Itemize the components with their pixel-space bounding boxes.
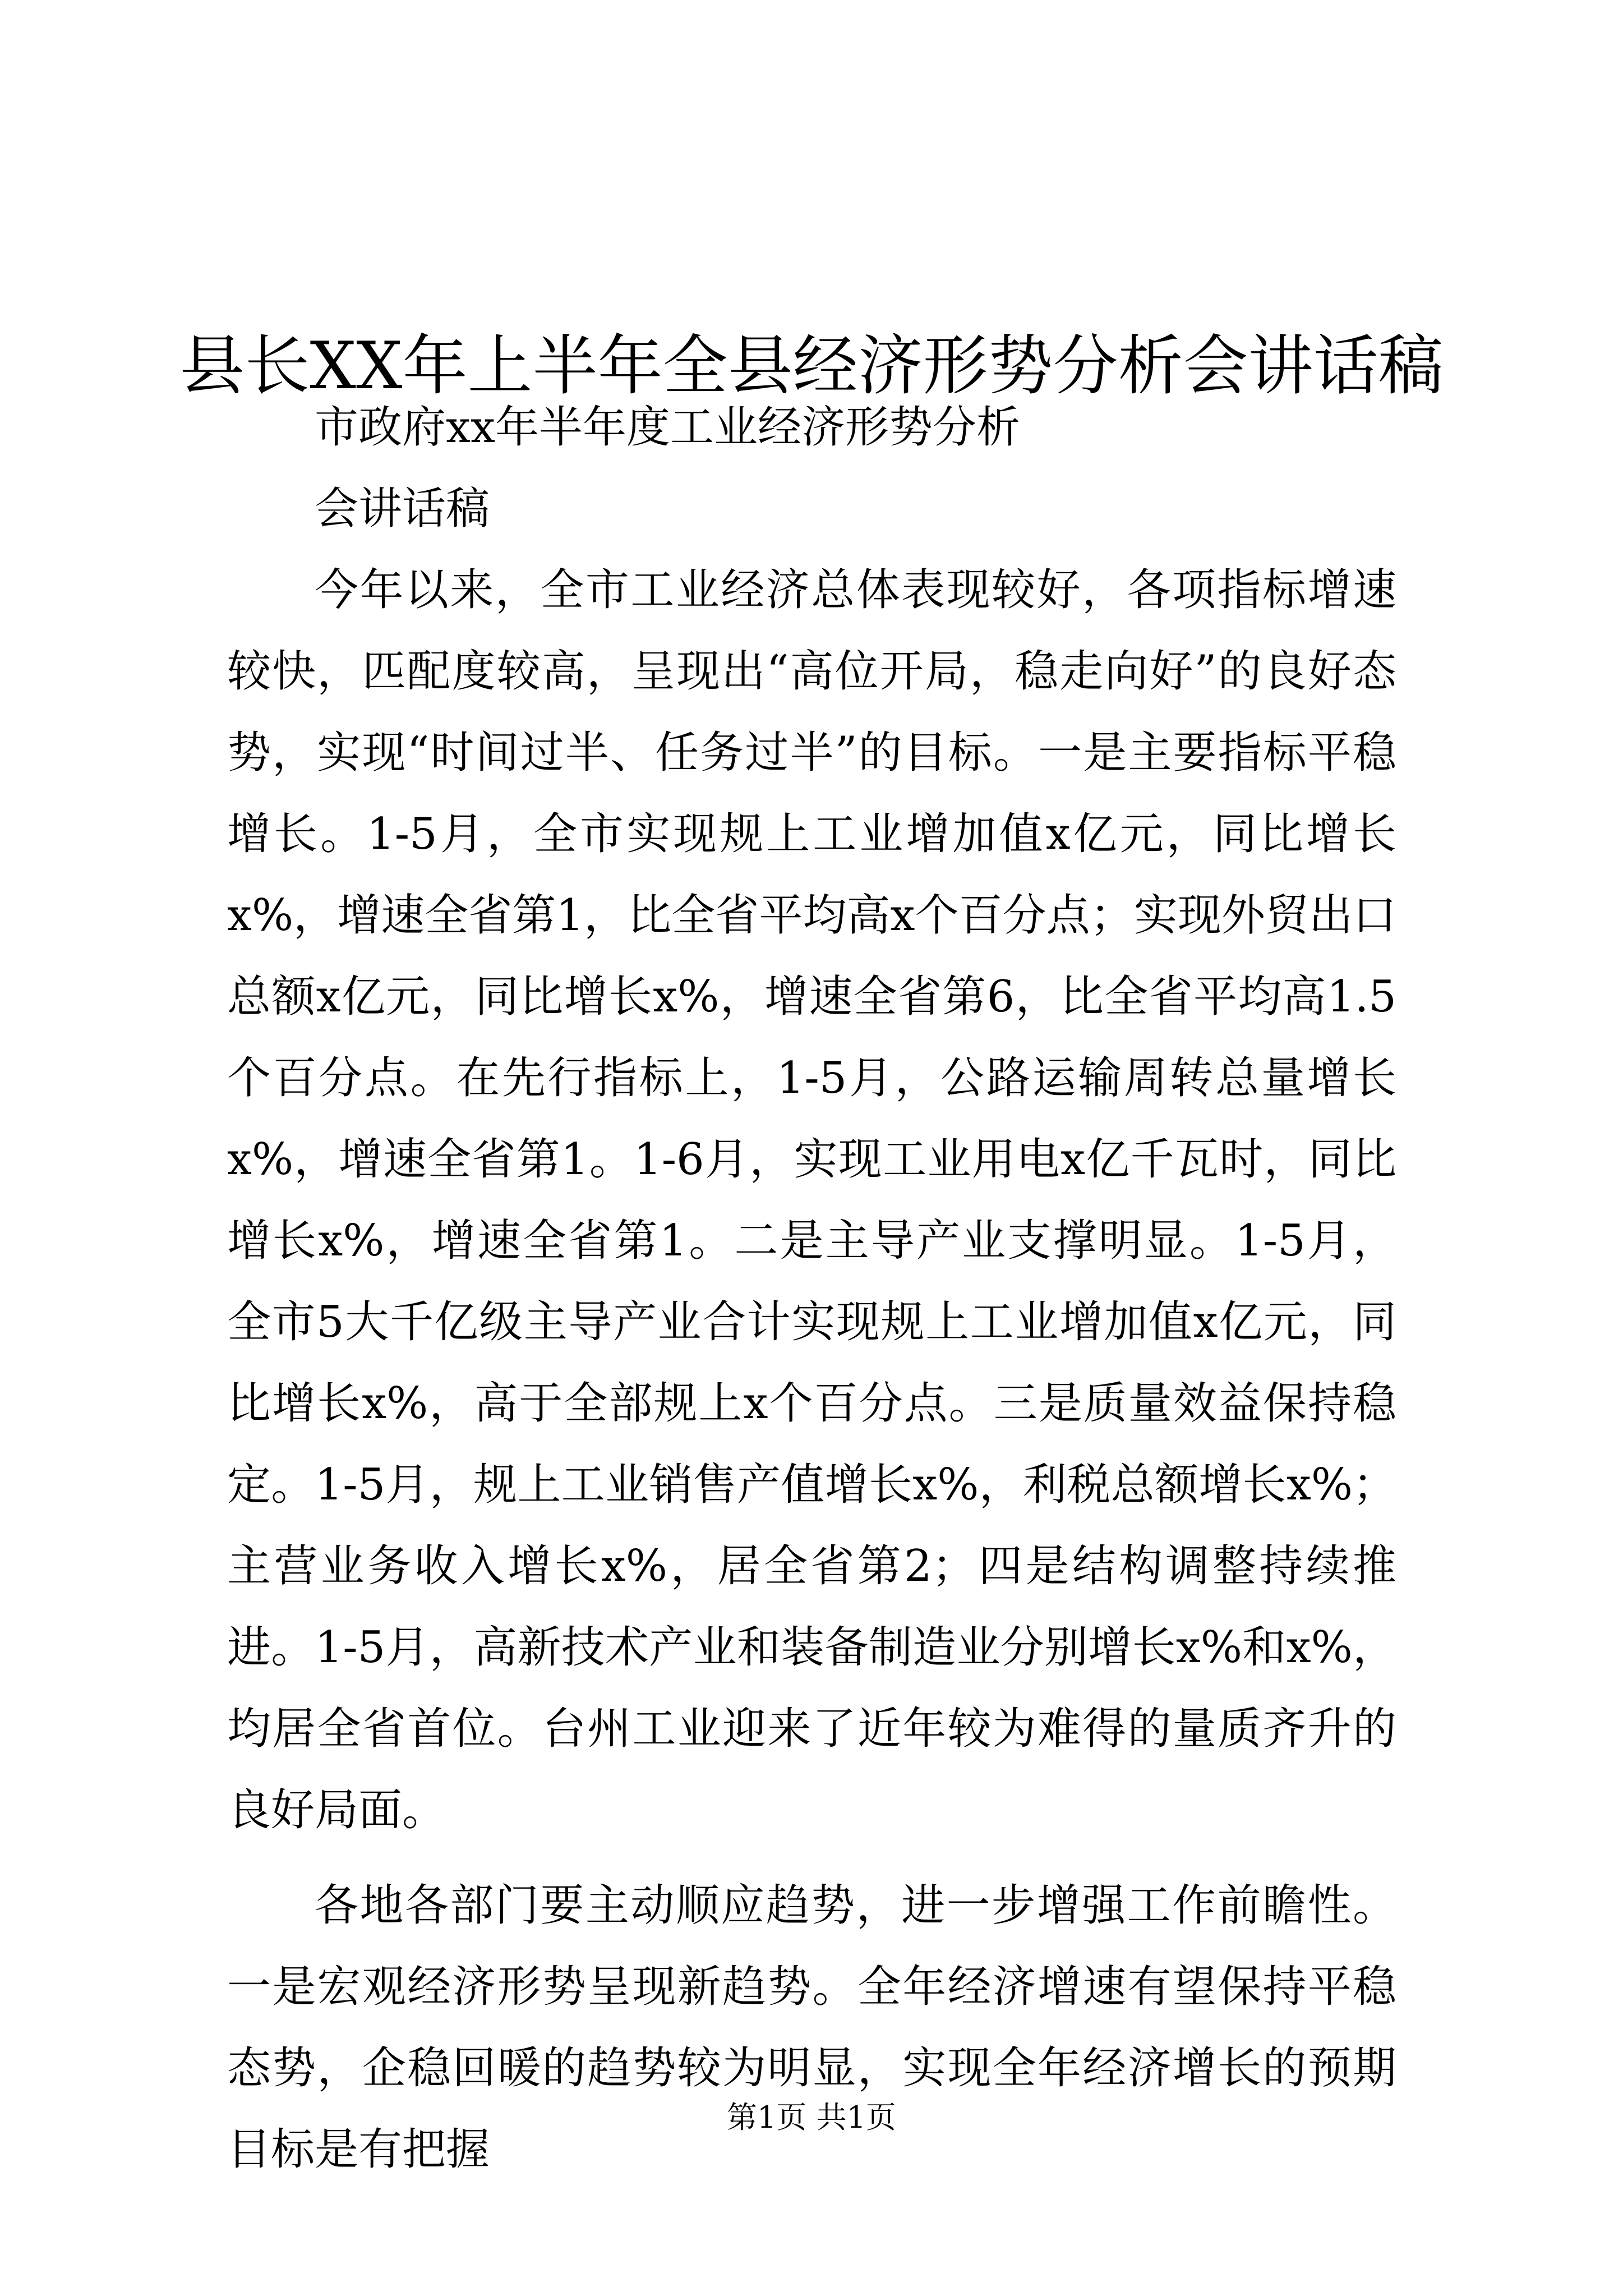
document-body xyxy=(227,387,1396,2191)
paragraph-industrial-economy-overview: 今年以来，全市工业经济总体表现较好，各项指标增速较快，匹配度较高，呈现出“高位开局，稳走向好”的良好态势，实现“时间过半、任务过半”的目标。一是主要指标平稳增长。1-5月，全市实现规上工业增加值x亿元，同比增长x%，增速全省第1，比全省平均高x个百分点；实现外贸出口总额x亿元，同比增长x%，增速全省第6，比全省平均高1.5个百分点。在先行指标上，1-5月，公路运输周转总量增长x%，增速全省第1。1-6月，实现工业用电x亿千瓦时，同比增长x%，增速全省第1。二是主导产业支撑明显。1-5月，全市5大千亿级主导产业合计实现规上工业增加值x亿元，同比增长x%，高于全部规上x个百分点。三是质量效益保持稳定。1-5月，规上工业销售产值增长x%，利税总额增长x%；主营业务收入增长x%，居全省第2；四是结构调整持续推进。1-5月，高新技术产业和装备制造业分别增长x%和x%，均居全省首位。台州工业迎来了近年较为难得的量质齐升的良好局面。 xyxy=(227,565,1396,1835)
document-title: 县长XX年上半年全县经济形势分析会讲话稿 xyxy=(179,328,1444,404)
paragraph-subtitle-line-2: 会讲话稿 xyxy=(315,484,490,534)
paragraph-subtitle-line-1: 市政府xx年半年度工业经济形势分析 xyxy=(315,402,1020,453)
page-number-footer: 第1页 共1页 xyxy=(727,2100,896,2135)
paragraph-departments-trends: 各地各部门要主动顺应趋势，进一步增强工作前瞻性。一是宏观经济形势呈现新趋势。全年经济增速有望保持平稳态势，企稳回暖的趋势较为明显，实现全年经济增长的预期目标是有把握 xyxy=(227,1880,1396,2175)
